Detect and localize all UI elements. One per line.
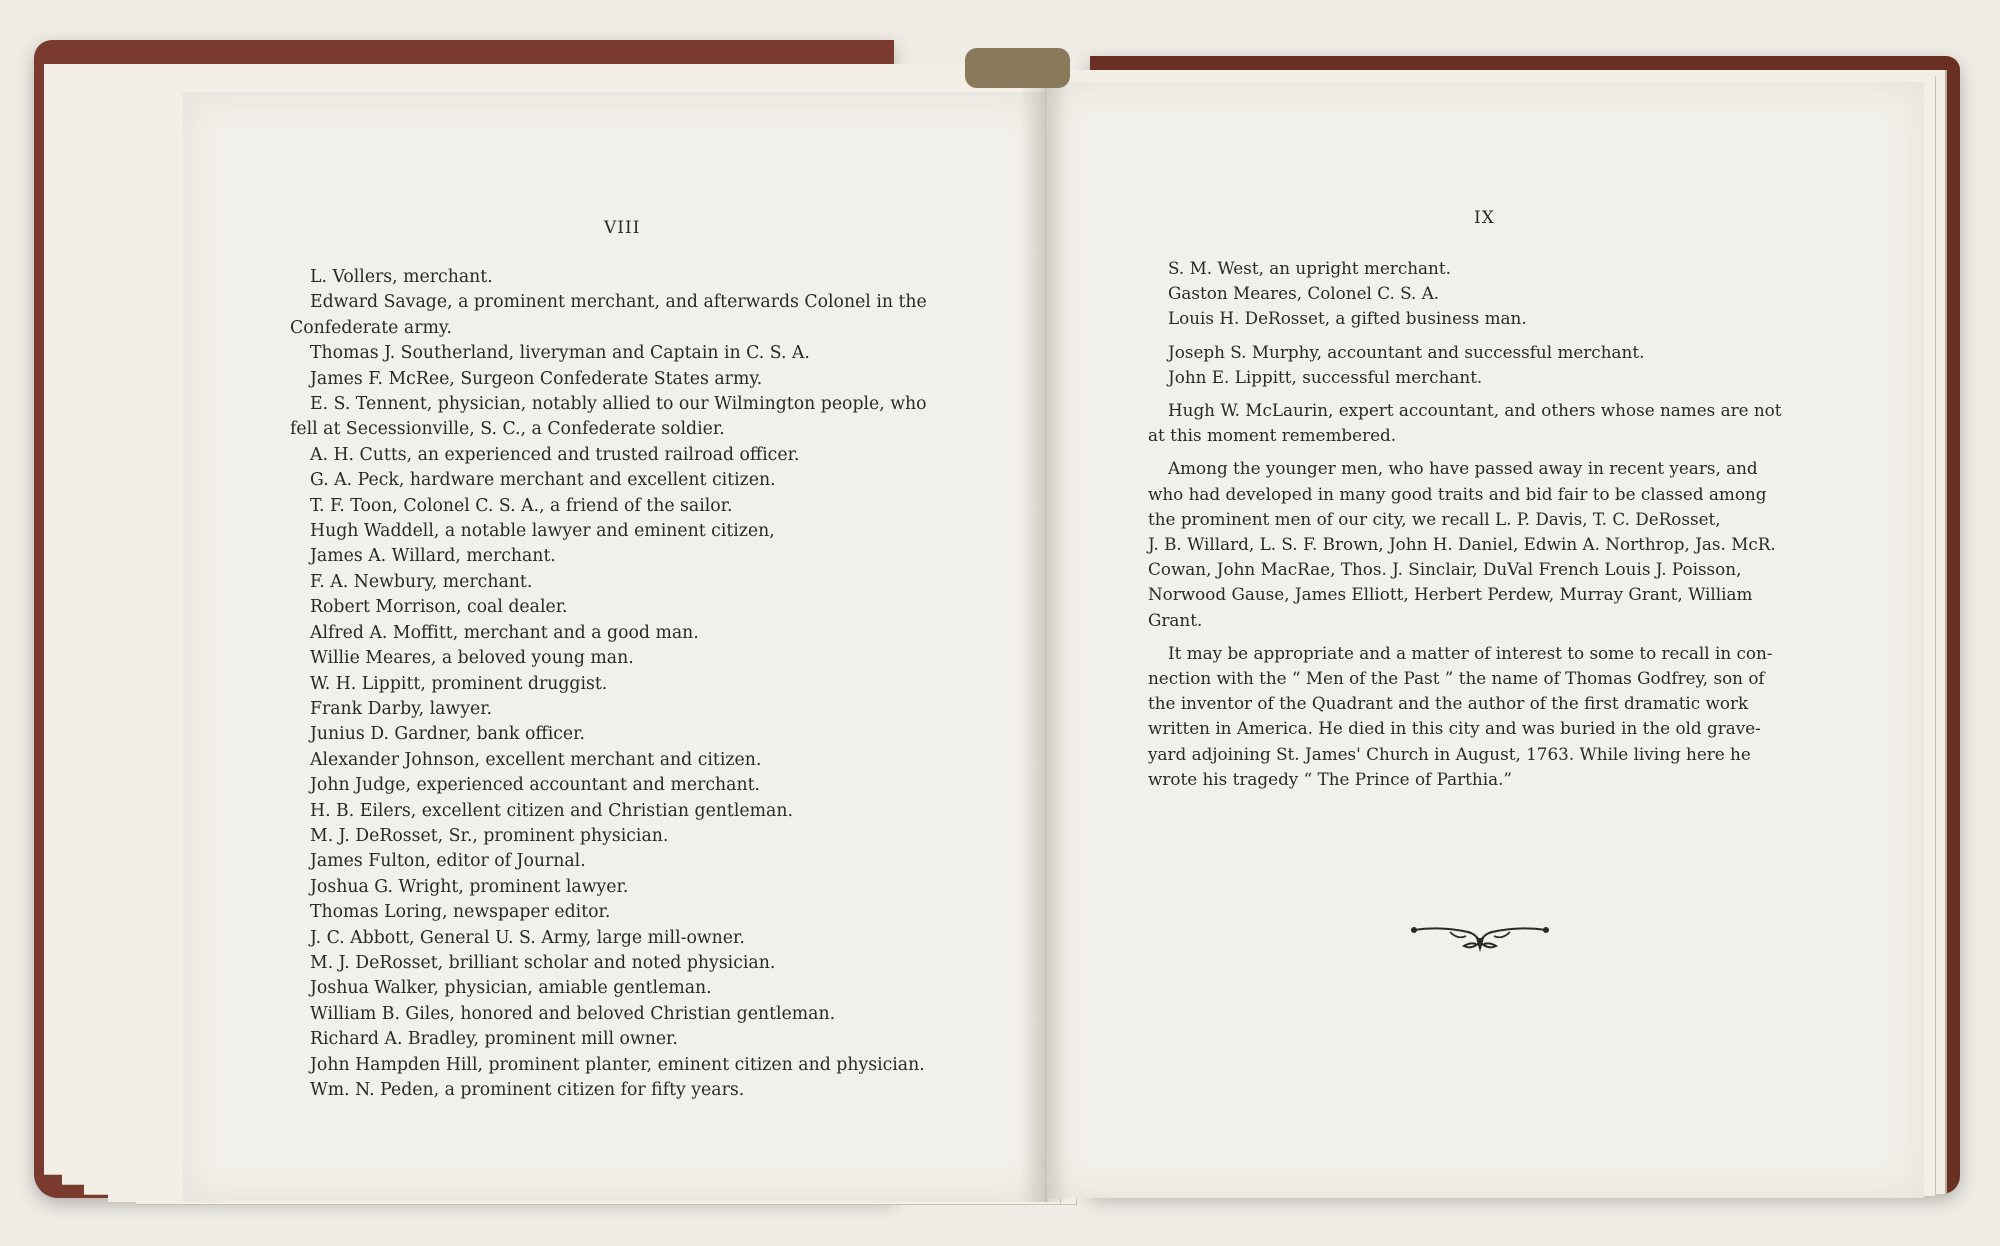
text-line: S. M. West, an upright merchant. bbox=[1168, 258, 1451, 278]
text-line: Wm. N. Peden, a prominent citizen for fifty years. bbox=[310, 1080, 745, 1100]
right-page-text bbox=[1148, 256, 1818, 792]
text-line: H. B. Eilers, excellent citizen and Christian gentleman. bbox=[310, 800, 793, 821]
text-line: M. J. DeRosset, Sr., prominent physician. bbox=[310, 825, 669, 846]
text-line: Joshua Walker, physician, amiable gentleman. bbox=[310, 978, 712, 999]
text-line: at this moment remembered. bbox=[1148, 425, 1397, 446]
text-line: Hugh Waddell, a notable lawyer and eminent citizen, bbox=[310, 521, 775, 542]
text-line: James A. Willard, merchant. bbox=[310, 546, 556, 567]
text-line: Frank Darby, lawyer. bbox=[310, 698, 493, 719]
paragraph-gap bbox=[1148, 448, 1818, 456]
page-number-left: VIII bbox=[604, 218, 641, 238]
text-line: Joseph S. Murphy, accountant and successful merchant. bbox=[1168, 341, 1645, 362]
text-line: Richard A. Bradley, prominent mill owner. bbox=[310, 1029, 678, 1050]
left-page-text bbox=[290, 265, 990, 1103]
text-line: Confederate army. bbox=[290, 317, 452, 338]
text-line: nection with the “ Men of the Past ” the name of Thomas Godfrey, son of bbox=[1148, 668, 1765, 689]
text-line: John Judge, experienced accountant and merchant. bbox=[310, 775, 761, 796]
text-line: the inventor of the Quadrant and the author of the first dramatic work bbox=[1148, 693, 1749, 714]
text-line: James F. McRee, Surgeon Confederate States army. bbox=[310, 368, 763, 389]
text-line: Among the younger men, who have passed away in recent years, and bbox=[1168, 458, 1758, 479]
text-line: G. A. Peck, hardware merchant and excellent citizen. bbox=[310, 470, 776, 491]
text-line: T. F. Toon, Colonel C. S. A., a friend of the sailor. bbox=[310, 495, 733, 516]
text-line: James Fulton, editor of Journal. bbox=[310, 851, 586, 872]
text-line: Norwood Gause, James Elliott, Herbert Perdew, Murray Grant, William bbox=[1148, 584, 1753, 605]
text-line: yard adjoining St. James' Church in August, 1763. While living here he bbox=[1148, 743, 1751, 764]
text-line: Joshua G. Wright, prominent lawyer. bbox=[310, 876, 629, 897]
paragraph-gap bbox=[1148, 633, 1818, 641]
text-line: Edward Savage, a prominent merchant, and afterwards Colonel in the bbox=[310, 292, 927, 313]
book-headband bbox=[965, 48, 1070, 88]
text-line: F. A. Newbury, merchant. bbox=[310, 571, 533, 592]
text-line: J. C. Abbott, General U. S. Army, large mill-owner. bbox=[310, 927, 745, 948]
text-line: who had developed in many good traits and bid fair to be classed among bbox=[1148, 483, 1767, 504]
text-line: Louis H. DeRosset, a gifted business man. bbox=[1168, 308, 1527, 329]
text-line: Willie Meares, a beloved young man. bbox=[310, 648, 634, 669]
text-line: Robert Morrison, coal dealer. bbox=[310, 597, 568, 618]
text-line: fell at Secessionville, S. C., a Confederate soldier. bbox=[290, 419, 725, 440]
text-line: Thomas J. Southerland, liveryman and Captain in C. S. A. bbox=[310, 343, 810, 364]
book-gutter bbox=[1020, 82, 1070, 1202]
paragraph-gap bbox=[1148, 332, 1818, 340]
scroll-ornament-icon bbox=[1410, 920, 1550, 956]
paragraph-gap bbox=[1148, 390, 1818, 398]
text-line: John Hampden Hill, prominent planter, eminent citizen and physician. bbox=[310, 1054, 925, 1075]
text-line: J. B. Willard, L. S. F. Brown, John H. Daniel, Edwin A. Northrop, Jas. McR. bbox=[1148, 534, 1776, 555]
text-line: It may be appropriate and a matter of interest to some to recall in con- bbox=[1168, 642, 1773, 663]
text-line: Cowan, John MacRae, Thos. J. Sinclair, DuVal French Louis J. Poisson, bbox=[1148, 559, 1742, 580]
text-line: M. J. DeRosset, brilliant scholar and noted physician. bbox=[310, 952, 776, 973]
text-line: Grant. bbox=[1148, 609, 1203, 630]
text-line: the prominent men of our city, we recall L. P. Davis, T. C. DeRosset, bbox=[1148, 508, 1721, 529]
text-line: Thomas Loring, newspaper editor. bbox=[310, 902, 611, 923]
text-line: Hugh W. McLaurin, expert accountant, and others whose names are not bbox=[1168, 400, 1782, 421]
text-line: wrote his tragedy “ The Prince of Parthia.” bbox=[1148, 768, 1513, 789]
text-line: W. H. Lippitt, prominent druggist. bbox=[310, 673, 608, 694]
text-line: Alexander Johnson, excellent merchant and citizen. bbox=[310, 749, 762, 770]
text-line: Junius D. Gardner, bank officer. bbox=[310, 724, 585, 745]
text-line: L. Vollers, merchant. bbox=[310, 267, 493, 287]
text-line: John E. Lippitt, successful merchant. bbox=[1168, 366, 1483, 387]
text-line: William B. Giles, honored and beloved Christian gentleman. bbox=[310, 1003, 836, 1024]
text-line: E. S. Tennent, physician, notably allied to our Wilmington people, who bbox=[310, 394, 927, 415]
text-line: A. H. Cutts, an experienced and trusted railroad officer. bbox=[310, 444, 800, 465]
page-number-right: IX bbox=[1474, 208, 1495, 228]
text-line: written in America. He died in this city and was buried in the old grave- bbox=[1148, 718, 1761, 739]
text-line: Alfred A. Moffitt, merchant and a good man. bbox=[310, 622, 699, 643]
text-line: Gaston Meares, Colonel C. S. A. bbox=[1168, 283, 1440, 304]
